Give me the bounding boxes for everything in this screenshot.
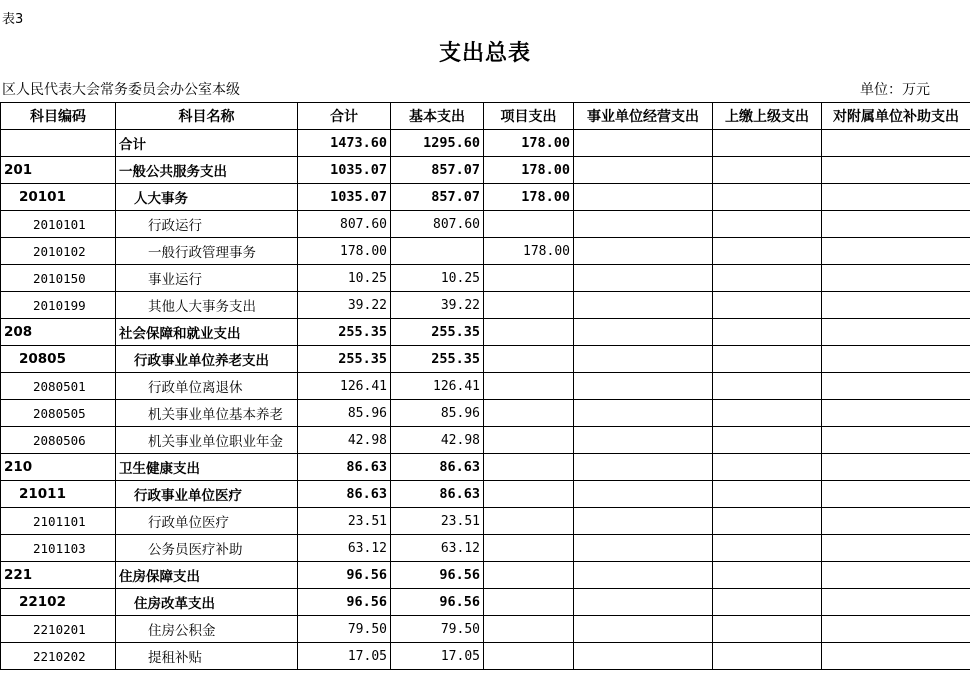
cell-operating <box>574 373 713 400</box>
cell-subsidy <box>822 589 970 616</box>
table-row <box>1 454 970 481</box>
cell-basic: 85.96 <box>391 400 484 427</box>
cell-basic: 23.51 <box>391 508 484 535</box>
cell-basic: 10.25 <box>391 265 484 292</box>
cell-basic: 857.07 <box>391 184 484 211</box>
cell-operating <box>574 211 713 238</box>
column-header-project: 项目支出 <box>484 103 574 130</box>
cell-name: 一般公共服务支出 <box>116 157 298 184</box>
cell-code: 2210201 <box>1 616 116 643</box>
cell-upper <box>713 643 822 670</box>
cell-total: 42.98 <box>298 427 391 454</box>
cell-name: 住房公积金 <box>116 616 298 643</box>
cell-subsidy <box>822 427 970 454</box>
cell-project: 178.00 <box>484 184 574 211</box>
table-row <box>1 535 970 562</box>
cell-name: 卫生健康支出 <box>116 454 298 481</box>
cell-subsidy <box>822 319 970 346</box>
organization-name: 区人民代表大会常务委员会办公室本级 <box>2 82 240 98</box>
cell-basic: 42.98 <box>391 427 484 454</box>
cell-basic: 17.05 <box>391 643 484 670</box>
cell-upper <box>713 211 822 238</box>
cell-operating <box>574 292 713 319</box>
cell-subsidy <box>822 373 970 400</box>
cell-upper <box>713 508 822 535</box>
cell-project <box>484 643 574 670</box>
cell-operating <box>574 319 713 346</box>
cell-upper <box>713 535 822 562</box>
cell-name: 机关事业单位基本养老 <box>116 400 298 427</box>
cell-subsidy <box>822 346 970 373</box>
table-row <box>1 589 970 616</box>
table-row <box>1 157 970 184</box>
cell-basic: 1295.60 <box>391 130 484 157</box>
cell-operating <box>574 157 713 184</box>
cell-subsidy <box>822 643 970 670</box>
cell-operating <box>574 535 713 562</box>
table-row <box>1 211 970 238</box>
table-row <box>1 427 970 454</box>
table-row <box>1 508 970 535</box>
cell-project <box>484 346 574 373</box>
cell-upper <box>713 454 822 481</box>
cell-name: 行政单位离退休 <box>116 373 298 400</box>
cell-total: 255.35 <box>298 346 391 373</box>
cell-operating <box>574 616 713 643</box>
cell-code: 22102 <box>1 589 116 616</box>
cell-operating <box>574 265 713 292</box>
column-header-code: 科目编码 <box>1 103 116 130</box>
cell-project <box>484 211 574 238</box>
table-header-row <box>1 103 970 130</box>
cell-subsidy <box>822 157 970 184</box>
cell-basic: 807.60 <box>391 211 484 238</box>
cell-subsidy <box>822 238 970 265</box>
cell-total: 96.56 <box>298 589 391 616</box>
cell-code: 2010101 <box>1 211 116 238</box>
cell-upper <box>713 238 822 265</box>
table-number-label: 表3 <box>2 12 24 27</box>
cell-project <box>484 400 574 427</box>
cell-name: 公务员医疗补助 <box>116 535 298 562</box>
cell-total: 63.12 <box>298 535 391 562</box>
cell-operating <box>574 238 713 265</box>
cell-subsidy <box>822 292 970 319</box>
cell-code: 2101101 <box>1 508 116 535</box>
table-row <box>1 130 970 157</box>
cell-operating <box>574 346 713 373</box>
cell-total: 17.05 <box>298 643 391 670</box>
cell-name: 一般行政管理事务 <box>116 238 298 265</box>
cell-basic: 86.63 <box>391 454 484 481</box>
cell-basic: 86.63 <box>391 481 484 508</box>
cell-upper <box>713 373 822 400</box>
cell-subsidy <box>822 400 970 427</box>
cell-basic: 79.50 <box>391 616 484 643</box>
column-header-operating: 事业单位经营支出 <box>574 103 713 130</box>
cell-name: 住房改革支出 <box>116 589 298 616</box>
cell-project <box>484 535 574 562</box>
cell-basic: 126.41 <box>391 373 484 400</box>
table-row <box>1 373 970 400</box>
cell-project: 178.00 <box>484 157 574 184</box>
cell-code: 2010102 <box>1 238 116 265</box>
cell-basic: 96.56 <box>391 562 484 589</box>
cell-upper <box>713 265 822 292</box>
cell-upper <box>713 292 822 319</box>
cell-total: 1035.07 <box>298 184 391 211</box>
cell-subsidy <box>822 454 970 481</box>
cell-total: 1035.07 <box>298 157 391 184</box>
cell-total: 178.00 <box>298 238 391 265</box>
table-row <box>1 319 970 346</box>
cell-total: 86.63 <box>298 454 391 481</box>
cell-subsidy <box>822 211 970 238</box>
cell-basic: 255.35 <box>391 319 484 346</box>
cell-code: 2010199 <box>1 292 116 319</box>
cell-project <box>484 508 574 535</box>
cell-code: 2080506 <box>1 427 116 454</box>
cell-upper <box>713 481 822 508</box>
cell-operating <box>574 589 713 616</box>
cell-code: 20805 <box>1 346 116 373</box>
cell-operating <box>574 562 713 589</box>
cell-project <box>484 292 574 319</box>
cell-project: 178.00 <box>484 130 574 157</box>
cell-subsidy <box>822 508 970 535</box>
cell-total: 126.41 <box>298 373 391 400</box>
cell-basic: 255.35 <box>391 346 484 373</box>
cell-total: 96.56 <box>298 562 391 589</box>
cell-code: 2210202 <box>1 643 116 670</box>
cell-operating <box>574 130 713 157</box>
table-row <box>1 292 970 319</box>
cell-code: 221 <box>1 562 116 589</box>
cell-subsidy <box>822 184 970 211</box>
cell-basic: 96.56 <box>391 589 484 616</box>
cell-name: 住房保障支出 <box>116 562 298 589</box>
cell-total: 86.63 <box>298 481 391 508</box>
cell-name: 其他人大事务支出 <box>116 292 298 319</box>
cell-code: 20101 <box>1 184 116 211</box>
cell-name: 行政运行 <box>116 211 298 238</box>
cell-total: 23.51 <box>298 508 391 535</box>
cell-project <box>484 265 574 292</box>
cell-name: 人大事务 <box>116 184 298 211</box>
cell-upper <box>713 184 822 211</box>
cell-basic <box>391 238 484 265</box>
cell-operating <box>574 643 713 670</box>
cell-total: 85.96 <box>298 400 391 427</box>
cell-upper <box>713 562 822 589</box>
cell-code: 21011 <box>1 481 116 508</box>
cell-code: 208 <box>1 319 116 346</box>
cell-code: 2101103 <box>1 535 116 562</box>
cell-total: 255.35 <box>298 319 391 346</box>
cell-total: 39.22 <box>298 292 391 319</box>
cell-basic: 39.22 <box>391 292 484 319</box>
cell-name: 社会保障和就业支出 <box>116 319 298 346</box>
cell-project <box>484 319 574 346</box>
cell-total: 1473.60 <box>298 130 391 157</box>
cell-operating <box>574 427 713 454</box>
cell-project <box>484 373 574 400</box>
table-row <box>1 346 970 373</box>
cell-basic: 857.07 <box>391 157 484 184</box>
cell-subsidy <box>822 616 970 643</box>
cell-subsidy <box>822 562 970 589</box>
cell-total: 10.25 <box>298 265 391 292</box>
cell-subsidy <box>822 535 970 562</box>
table-row <box>1 184 970 211</box>
table-row <box>1 643 970 670</box>
column-header-name: 科目名称 <box>116 103 298 130</box>
cell-code: 201 <box>1 157 116 184</box>
cell-total: 79.50 <box>298 616 391 643</box>
cell-upper <box>713 616 822 643</box>
cell-project: 178.00 <box>484 238 574 265</box>
cell-code: 2080501 <box>1 373 116 400</box>
cell-operating <box>574 454 713 481</box>
cell-operating <box>574 481 713 508</box>
cell-upper <box>713 157 822 184</box>
cell-code: 2010150 <box>1 265 116 292</box>
column-header-basic: 基本支出 <box>391 103 484 130</box>
cell-operating <box>574 184 713 211</box>
cell-name: 行政事业单位医疗 <box>116 481 298 508</box>
column-header-total: 合计 <box>298 103 391 130</box>
cell-code: 2080505 <box>1 400 116 427</box>
cell-subsidy <box>822 265 970 292</box>
cell-name: 行政单位医疗 <box>116 508 298 535</box>
table-row <box>1 400 970 427</box>
expenditure-table <box>0 102 970 670</box>
cell-project <box>484 454 574 481</box>
cell-subsidy <box>822 130 970 157</box>
cell-name: 提租补贴 <box>116 643 298 670</box>
page-title: 支出总表 <box>438 40 531 66</box>
cell-total: 807.60 <box>298 211 391 238</box>
unit-label: 单位：万元 <box>860 82 930 98</box>
table-row <box>1 238 970 265</box>
cell-name: 合计 <box>116 130 298 157</box>
cell-project <box>484 427 574 454</box>
cell-project <box>484 481 574 508</box>
column-header-upper: 上缴上级支出 <box>713 103 822 130</box>
cell-upper <box>713 427 822 454</box>
cell-upper <box>713 346 822 373</box>
cell-project <box>484 616 574 643</box>
table-row <box>1 616 970 643</box>
cell-project <box>484 589 574 616</box>
cell-name: 事业运行 <box>116 265 298 292</box>
cell-code <box>1 130 116 157</box>
column-header-subsidy: 对附属单位补助支出 <box>822 103 970 130</box>
table-row <box>1 481 970 508</box>
cell-code: 210 <box>1 454 116 481</box>
cell-name: 行政事业单位养老支出 <box>116 346 298 373</box>
cell-operating <box>574 508 713 535</box>
cell-upper <box>713 319 822 346</box>
cell-subsidy <box>822 481 970 508</box>
table-row <box>1 562 970 589</box>
cell-upper <box>713 400 822 427</box>
cell-basic: 63.12 <box>391 535 484 562</box>
cell-upper <box>713 130 822 157</box>
table-body <box>1 130 970 670</box>
table-row <box>1 265 970 292</box>
cell-project <box>484 562 574 589</box>
cell-name: 机关事业单位职业年金 <box>116 427 298 454</box>
cell-operating <box>574 400 713 427</box>
cell-upper <box>713 589 822 616</box>
